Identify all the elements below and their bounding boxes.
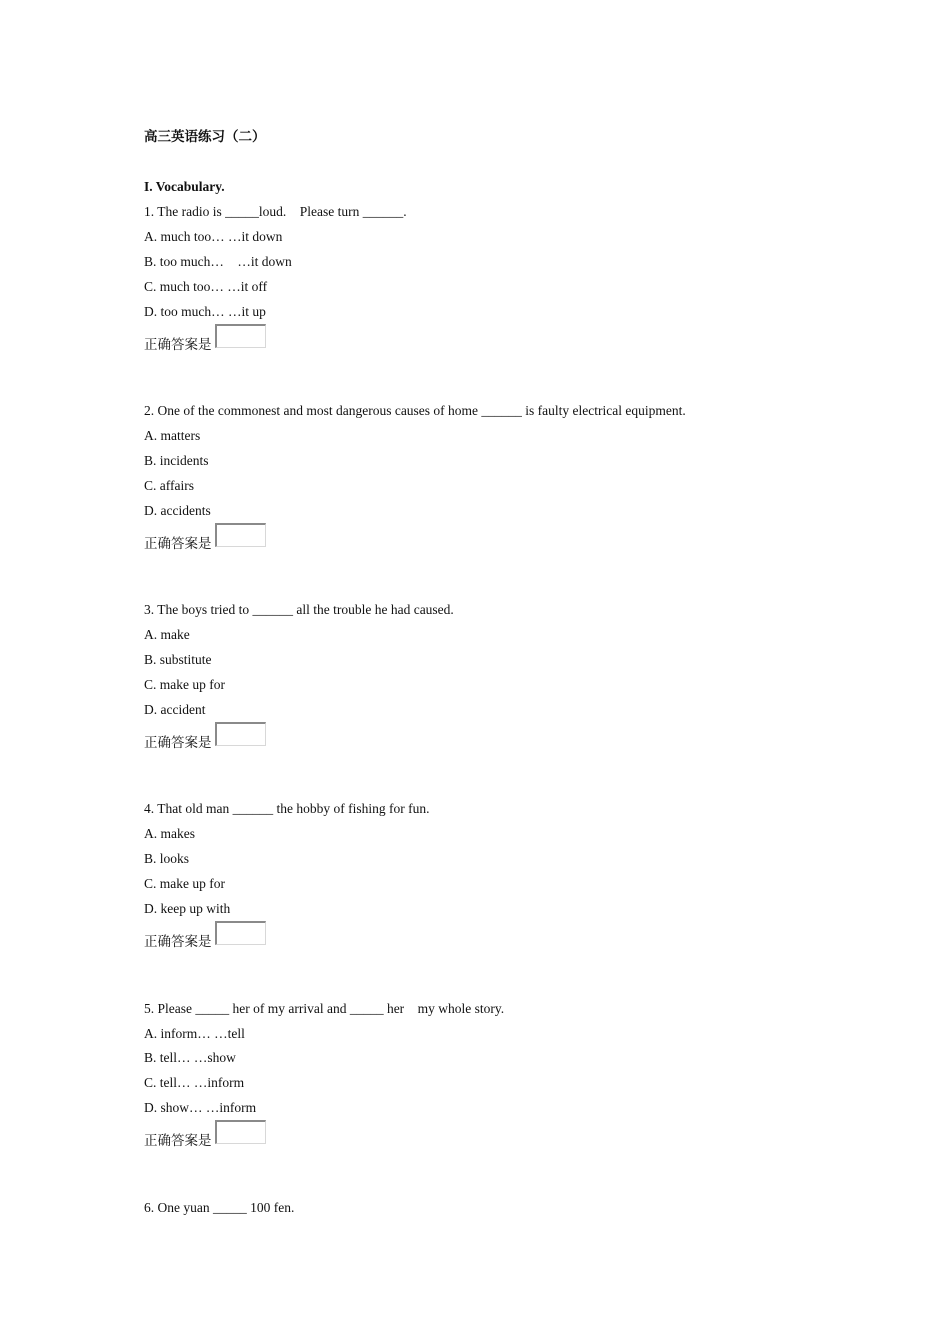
- option-c: C. make up for: [144, 677, 225, 692]
- option-d: D. keep up with: [144, 901, 231, 916]
- question-stem: 3. The boys tried to ______ all the trouble he had caused.: [144, 602, 454, 617]
- answer-input-4[interactable]: [215, 921, 266, 945]
- option-b: B. tell… …show: [144, 1050, 236, 1065]
- option-c: C. make up for: [144, 876, 225, 891]
- question-stem: 1. The radio is _____loud. Please turn ______.: [144, 204, 407, 219]
- answer-label: 正确答案是: [144, 735, 212, 750]
- answer-label: 正确答案是: [144, 1133, 212, 1148]
- option-b: B. looks: [144, 851, 190, 866]
- option-d: D. accidents: [144, 503, 211, 518]
- option-d: D. accident: [144, 702, 206, 717]
- answer-label: 正确答案是: [144, 934, 212, 949]
- question-stem: 2. One of the commonest and most dangerous causes of home ______ is faulty electrical equipment.: [144, 403, 686, 418]
- option-c: C. affairs: [144, 478, 194, 493]
- option-c: C. much too… …it off: [144, 279, 268, 294]
- option-d: D. too much… …it up: [144, 304, 266, 319]
- question-stem: 5. Please _____ her of my arrival and _____ her my whole story.: [144, 1001, 505, 1016]
- option-a: A. much too… …it down: [144, 229, 283, 244]
- section-heading: I. Vocabulary.: [144, 179, 225, 194]
- document-title: 高三英语练习（二）: [144, 129, 266, 144]
- option-c: C. tell… …inform: [144, 1075, 245, 1090]
- option-b: B. substitute: [144, 652, 212, 667]
- question-stem: 6. One yuan _____ 100 fen.: [144, 1200, 295, 1215]
- answer-input-3[interactable]: [215, 722, 266, 746]
- option-a: A. make: [144, 627, 190, 642]
- answer-label: 正确答案是: [144, 536, 212, 551]
- answer-input-5[interactable]: [215, 1120, 266, 1144]
- answer-input-1[interactable]: [215, 324, 266, 348]
- question-stem: 4. That old man ______ the hobby of fishing for fun.: [144, 801, 430, 816]
- answer-input-2[interactable]: [215, 523, 266, 547]
- option-b: B. incidents: [144, 453, 209, 468]
- option-a: A. matters: [144, 428, 201, 443]
- option-a: A. makes: [144, 826, 195, 841]
- answer-label: 正确答案是: [144, 337, 212, 352]
- option-b: B. too much… …it down: [144, 254, 292, 269]
- option-d: D. show… …inform: [144, 1100, 257, 1115]
- option-a: A. inform… …tell: [144, 1026, 245, 1041]
